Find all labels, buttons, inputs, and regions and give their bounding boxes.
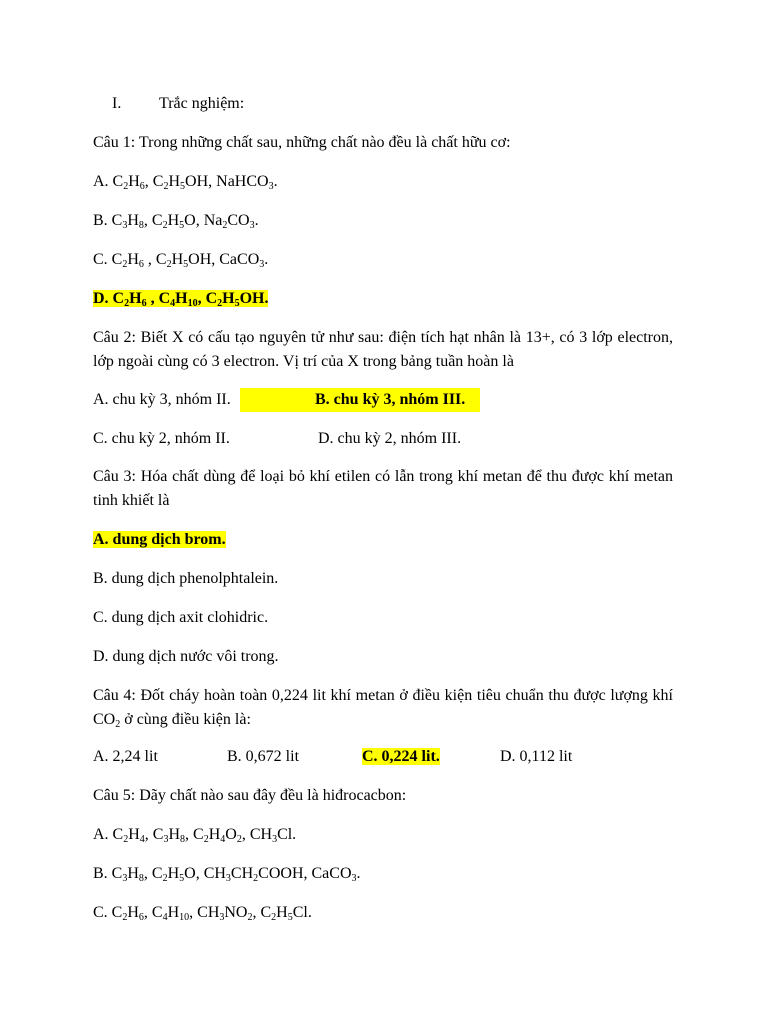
question-5-text: Câu 5: Dãy chất nào sau đây đều là hiđrocacbon: xyxy=(93,787,407,804)
section-heading xyxy=(112,92,121,116)
question-2-text: Câu 2: Biết X có cấu tạo nguyên tử như sau: điện tích hạt nhân là 13+, có 3 lớp electron, lớp ngoài cùng có 3 electron. Vị trí của X trong bảng tuần hoàn là xyxy=(93,329,673,370)
question-3-option-c: C. dung dịch axit clohidric. xyxy=(93,609,269,626)
question-2-option-a: A. chu kỳ 3, nhóm II. xyxy=(93,391,231,408)
question-2-option-c: C. chu kỳ 2, nhóm II. xyxy=(93,430,230,447)
question-1-text: Câu 1: Trong những chất sau, những chất nào đều là chất hữu cơ: xyxy=(93,134,511,151)
section-title: Trắc nghiệm: xyxy=(159,95,245,112)
question-1-option-c: C. $C_2H_6$ , $C_2H_5OH$, CaCO$_3$. xyxy=(93,251,269,270)
question-4-text: Câu 4: Đốt cháy hoàn toàn 0,224 lit khí metan ở điều kiện tiêu chuẩn thu được lượng khí $CO_2$ ở cùng điều kiện là: xyxy=(93,687,673,730)
question-4-option-d: D. 0,112 lit xyxy=(500,748,573,765)
question-3-option-a-answer xyxy=(93,528,226,552)
question-2-option-b-answer xyxy=(240,388,480,412)
highlighted-answer: A. dung dịch brom. xyxy=(93,531,226,548)
section-numeral: I. xyxy=(112,95,122,112)
question-1-option-a: A. $C_2H_6$, $C_2H_5OH$, NaHCO$_3$. xyxy=(93,173,278,192)
question-1-option-d-answer xyxy=(93,287,268,311)
question-1-option-b: B. $C_3H_8$, $C_2H_5O$, $Na_2CO_3$. xyxy=(93,212,259,231)
question-3-option-b: B. dung dịch phenolphtalein. xyxy=(93,570,279,587)
question-5-option-c: C. $C_2H_6$, $C_4H_{10}$, $CH_3NO_2$, $C_2H_5Cl$. xyxy=(93,904,312,923)
highlighted-answer: B. chu kỳ 3, nhóm III. xyxy=(315,391,466,408)
question-3-text: Câu 3: Hóa chất dùng để loại bỏ khí etilen có lẫn trong khí metan để thu được khí metan tinh khiết là xyxy=(93,468,673,509)
question-5-option-b: B. $C_3H_8$, $C_2H_5O$, $CH_3CH_2COOH$, CaCO$_3$. xyxy=(93,865,361,884)
question-5-option-a: A. $C_2H_4$, $C_3H_8$, $C_2H_4O_2$, $CH_3Cl$. xyxy=(93,826,297,845)
highlighted-answer: D. $C_2H_6$ , $C_4H_{10}$, $C_2H_5OH$. xyxy=(93,290,269,309)
question-4-option-a: A. 2,24 lit xyxy=(93,748,158,765)
question-3-option-d: D. dung dịch nước vôi trong. xyxy=(93,648,279,665)
question-4-option-c-answer xyxy=(362,745,440,769)
highlighted-answer: C. 0,224 lit. xyxy=(362,748,440,765)
question-4-option-b: B. 0,672 lit xyxy=(227,748,300,765)
question-2-option-d: D. chu kỳ 2, nhóm III. xyxy=(318,430,462,447)
